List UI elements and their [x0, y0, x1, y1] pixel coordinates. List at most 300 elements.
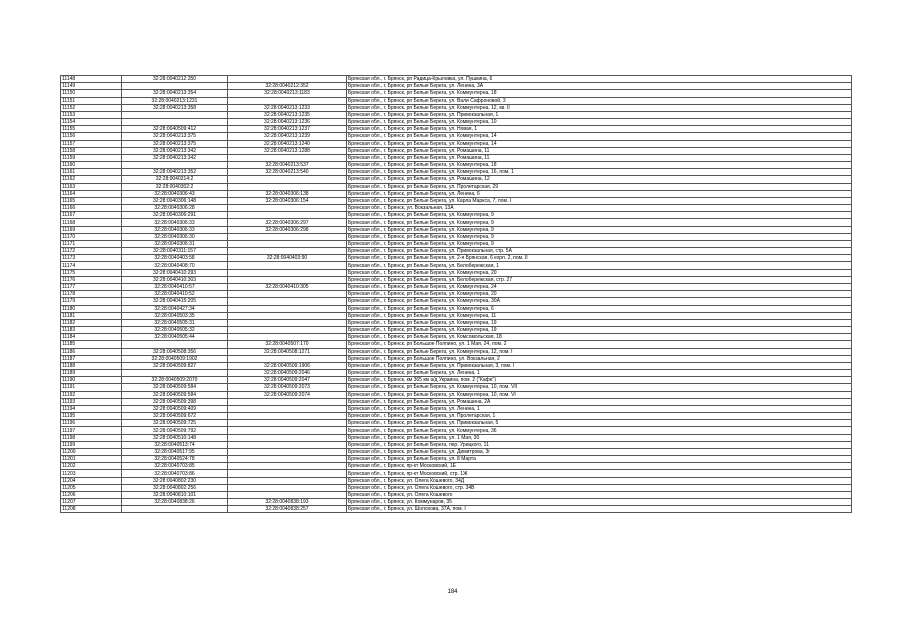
cadastral-number-cell: 32:28:0040213:342: [122, 154, 228, 161]
row-number-cell: 11199: [61, 441, 122, 448]
page-number: 184: [447, 589, 458, 595]
cadastral-number-cell: 32:28:0040213:354: [122, 90, 228, 97]
building-cadastral-number-cell: 32:28:0040509:1906: [228, 362, 347, 369]
table-row: [61, 341, 852, 348]
cadastral-number-cell: 32:28:0040508:356: [122, 348, 228, 355]
table-row: [61, 119, 852, 126]
row-number-cell: 11180: [61, 305, 122, 312]
address-cell: Брянская обл., г. Брянск, рп Белые Берега, ул. Коммунтерна, 19: [347, 319, 852, 326]
cadastral-number-cell: 32:28:0040213:375: [122, 133, 228, 140]
table-row: [61, 305, 852, 312]
address-cell: Брянская обл., г. Брянск, рп Белые Берега, ул. Димитрова, 3г: [347, 448, 852, 455]
row-number-cell: 11181: [61, 312, 122, 319]
building-cadastral-number-cell: 32:28:0040213:1239: [228, 133, 347, 140]
building-cadastral-number-cell: [228, 327, 347, 334]
cadastral-number-cell: 32:28:0040509:792: [122, 427, 228, 434]
cadastral-number-cell: 32:28:0040306:28: [122, 205, 228, 212]
row-number-cell: 11157: [61, 140, 122, 147]
building-cadastral-number-cell: [228, 319, 347, 326]
cadastral-number-cell: 32:28:0040517:95: [122, 448, 228, 455]
table-row: [61, 377, 852, 384]
cadastral-number-cell: 32:28:0040306:33: [122, 226, 228, 233]
row-number-cell: 11202: [61, 463, 122, 470]
row-number-cell: 11189: [61, 370, 122, 377]
row-number-cell: 11185: [61, 341, 122, 348]
building-cadastral-number-cell: [228, 441, 347, 448]
cadastral-number-cell: 32:28:0040509:584: [122, 384, 228, 391]
row-number-cell: 11172: [61, 248, 122, 255]
cadastral-number-cell: 32:28:0040311:157: [122, 248, 228, 255]
row-number-cell: 11196: [61, 420, 122, 427]
row-number-cell: 11174: [61, 262, 122, 269]
cadastral-number-cell: [122, 162, 228, 169]
building-cadastral-number-cell: 32:28:0040213:537: [228, 162, 347, 169]
cadastral-number-cell: 32:28:0040410:303: [122, 276, 228, 283]
row-number-cell: 11170: [61, 233, 122, 240]
address-cell: Брянская обл., г. Брянск, рп Белые Берега, ул. Коммунтерна, 36: [347, 427, 852, 434]
row-number-cell: 11208: [61, 506, 122, 513]
row-number-cell: 11158: [61, 147, 122, 154]
building-cadastral-number-cell: 32:28:0040507:170: [228, 341, 347, 348]
row-number-cell: 11162: [61, 176, 122, 183]
row-number-cell: 11192: [61, 391, 122, 398]
table-row: [61, 334, 852, 341]
cadastral-number-cell: 32:28:0040509:1902: [122, 355, 228, 362]
table-row: [61, 283, 852, 290]
row-number-cell: 11183: [61, 327, 122, 334]
table-row: [61, 212, 852, 219]
row-number-cell: 11187: [61, 355, 122, 362]
cadastral-number-cell: 32:28:0040213:375: [122, 140, 228, 147]
table-row: [61, 506, 852, 513]
row-number-cell: 11188: [61, 362, 122, 369]
cadastral-number-cell: 32:28:0040415:205: [122, 298, 228, 305]
building-cadastral-number-cell: 32:28:0040306:138: [228, 190, 347, 197]
building-cadastral-number-cell: [228, 463, 347, 470]
building-cadastral-number-cell: 32:28:0040509:2047: [228, 377, 347, 384]
address-cell: Брянская обл., г. Брянск, рп Белые Берега, ул. Ленина, 1: [347, 370, 852, 377]
table-row: [61, 362, 852, 369]
table-row: [61, 327, 852, 334]
cadastral-number-cell: 32:28:0040410:52: [122, 291, 228, 298]
address-cell: Брянская обл., г. Брянск, рп Белые Берега, ул. Коммунтерна, 9: [347, 212, 852, 219]
building-cadastral-number-cell: 32:28:0040403:90: [228, 255, 347, 262]
cadastral-number-cell: 32:28:0040213:342: [122, 147, 228, 154]
cadastral-number-cell: 32:28:0040703:86: [122, 470, 228, 477]
cadastral-number-cell: 32:28:0040302:2: [122, 183, 228, 190]
building-cadastral-number-cell: [228, 97, 347, 104]
row-number-cell: 11176: [61, 276, 122, 283]
address-cell: Брянская обл., г. Брянск, рп Большое Полпино, ул. 1 Мая, 24, пом. 2: [347, 341, 852, 348]
property-register-table: [60, 75, 852, 513]
cadastral-number-cell: 32:28:0040838:26: [122, 499, 228, 506]
building-cadastral-number-cell: [228, 205, 347, 212]
row-number-cell: 11194: [61, 405, 122, 412]
row-number-cell: 11182: [61, 319, 122, 326]
address-cell: Брянская обл., г. Брянск, рп Белые Берега, ул. Привокзальная, 3, пом. I: [347, 362, 852, 369]
cadastral-number-cell: [122, 119, 228, 126]
table-row: [61, 133, 852, 140]
building-cadastral-number-cell: 32:28:0040838:193: [228, 499, 347, 506]
cadastral-number-cell: 32:28:0040505:44: [122, 334, 228, 341]
address-cell: Брянская обл., г. Брянск, рп Белые Берега, ул. Пролетарская, 1: [347, 413, 852, 420]
table-row: [61, 162, 852, 169]
table-row: [61, 405, 852, 412]
building-cadastral-number-cell: [228, 262, 347, 269]
address-cell: Брянская обл., г. Брянск, рп Белые Берега, ул. Белобережская, стр. 27: [347, 276, 852, 283]
building-cadastral-number-cell: 32:28:0040509:2073: [228, 384, 347, 391]
building-cadastral-number-cell: [228, 276, 347, 283]
cadastral-number-cell: 32:28:0040505:32: [122, 327, 228, 334]
building-cadastral-number-cell: [228, 154, 347, 161]
cadastral-number-cell: 32:28:0040505:31: [122, 319, 228, 326]
table-row: [61, 391, 852, 398]
table-row: [61, 448, 852, 455]
address-cell: Брянская обл., г. Брянск, рп Белые Берега, ул. Ленина, 6: [347, 190, 852, 197]
row-number-cell: 11149: [61, 83, 122, 90]
address-cell: Брянская обл., г. Брянск, рп Белые Берега, ул. Ленина, 3А: [347, 83, 852, 90]
address-cell: Брянская обл., г. Брянск, ул. Олега Кошевого, 34Д: [347, 477, 852, 484]
building-cadastral-number-cell: 32:28:0040213:1183: [228, 90, 347, 97]
table-row: [61, 319, 852, 326]
address-cell: Брянская обл., г. Брянск, пр-кт Московский, стр. 1Ж: [347, 470, 852, 477]
address-cell: Брянская обл., г. Брянск, рп Белые Берега, ул. Ромашина, 2А: [347, 398, 852, 405]
address-cell: Брянская обл., г. Брянск, рп Белые Берега, ул. Коммунтерна, 9: [347, 219, 852, 226]
row-number-cell: 11161: [61, 169, 122, 176]
cadastral-number-cell: 32:28:0040509:409: [122, 405, 228, 412]
address-cell: Брянская обл., г. Брянск, рп Белые Берега, ул. Коммунтерна, 16, пом. 1: [347, 169, 852, 176]
building-cadastral-number-cell: [228, 484, 347, 491]
building-cadastral-number-cell: 32:28:0040213:1233: [228, 104, 347, 111]
address-cell: Брянская обл., г. Брянск, пр-кт Московский, 1Е: [347, 463, 852, 470]
address-cell: Брянская обл., г. Брянск, рп Белые Берега, ул. Коммунтерна, 14: [347, 140, 852, 147]
table-row: [61, 499, 852, 506]
row-number-cell: 11205: [61, 484, 122, 491]
row-number-cell: 11165: [61, 197, 122, 204]
cadastral-number-cell: 32:28:0040509:584: [122, 391, 228, 398]
table-row: [61, 477, 852, 484]
cadastral-number-cell: 32:28:0040509:398: [122, 398, 228, 405]
building-cadastral-number-cell: 32:28:0040306:297: [228, 219, 347, 226]
address-cell: Брянская обл., г. Брянск, рп Белые Берега, ул. Привокзальная, 5: [347, 420, 852, 427]
cadastral-number-cell: 32:28:0040802:230: [122, 477, 228, 484]
address-cell: Брянская обл., г. Брянск, рп Белые Берега, ул. Коммунтерна, 11: [347, 312, 852, 319]
address-cell: Брянская обл., г. Брянск, рп Белые Берега, ул. 8 Марта: [347, 456, 852, 463]
address-cell: Брянская обл., г. Брянск, рп Белые Берега, ул. Коммунтерна, 10, пом. VII: [347, 384, 852, 391]
row-number-cell: 11153: [61, 111, 122, 118]
cadastral-number-cell: 32:28:0040427:34: [122, 305, 228, 312]
cadastral-number-cell: 32:28:0040306:43: [122, 190, 228, 197]
cadastral-number-cell: 32:28:0040214:2: [122, 176, 228, 183]
table-row: [61, 169, 852, 176]
address-cell: Брянская обл., г. Брянск, рп Белые Берега, ул. Коммунтерна, 20: [347, 269, 852, 276]
row-number-cell: 11195: [61, 413, 122, 420]
table-row: [61, 197, 852, 204]
table-row: [61, 83, 852, 90]
table-row: [61, 97, 852, 104]
building-cadastral-number-cell: 32:28:0040509:2074: [228, 391, 347, 398]
cadastral-number-cell: 32:28:0040212:350: [122, 76, 228, 83]
row-number-cell: 11164: [61, 190, 122, 197]
address-cell: Брянская обл., г. Брянск, рп Белые Берега, ул. Ромашина, 11: [347, 147, 852, 154]
table-row: [61, 276, 852, 283]
table-row: [61, 104, 852, 111]
table-row: [61, 384, 852, 391]
table-row: [61, 413, 852, 420]
address-cell: Брянская обл., г. Брянск, рп Белые Берега, ул. Коммунтерна, 9: [347, 240, 852, 247]
cadastral-number-cell: 32:28:0040408:70: [122, 262, 228, 269]
row-number-cell: 11150: [61, 90, 122, 97]
address-cell: Брянская обл., г. Брянск, ул. Шолохова, 37А, пом. I: [347, 506, 852, 513]
address-cell: Брянская обл., г. Брянск, рп Белые Берега, ул. Коммунтерна, 18: [347, 162, 852, 169]
address-cell: Брянская обл., г. Брянск, рп Белые Берега, ул. Коммунтерна, 20: [347, 291, 852, 298]
building-cadastral-number-cell: 32:28:0040306:154: [228, 197, 347, 204]
cadastral-number-cell: 32:28:0040703:85: [122, 463, 228, 470]
table-row: [61, 248, 852, 255]
address-cell: Брянская обл., г. Брянск, рп Радица-Крыловка, ул. Пушкина, 6: [347, 76, 852, 83]
cadastral-number-cell: 32:28:0040509:725: [122, 420, 228, 427]
table-row: [61, 240, 852, 247]
table-row: [61, 226, 852, 233]
address-cell: Брянская обл., г. Брянск, рп Белые Берега, ул. Коммунтерна, 18: [347, 90, 852, 97]
row-number-cell: 11173: [61, 255, 122, 262]
row-number-cell: 11175: [61, 269, 122, 276]
building-cadastral-number-cell: 32:28:0040508:1271: [228, 348, 347, 355]
cadastral-number-cell: 32:28:0040306:148: [122, 197, 228, 204]
address-cell: Брянская обл., г. Брянск, рп Белые Берега, ул. Ромашина, 11: [347, 154, 852, 161]
building-cadastral-number-cell: 32:28:0040213:1237: [228, 126, 347, 133]
address-cell: Брянская обл., г. Брянск, рп Белые Берега, ул. 2-я Брянская, 6 корп. 2, пом. II: [347, 255, 852, 262]
building-cadastral-number-cell: [228, 405, 347, 412]
table-row: [61, 190, 852, 197]
cadastral-number-cell: 32:28:0040306:33: [122, 219, 228, 226]
row-number-cell: 11206: [61, 491, 122, 498]
building-cadastral-number-cell: 32:28:0040213:540: [228, 169, 347, 176]
cadastral-number-cell: 32:28:0040213:358: [122, 104, 228, 111]
address-cell: Брянская обл., г. Брянск, ул. Коммунаров, 35: [347, 499, 852, 506]
cadastral-number-cell: 32:28:0040306:291: [122, 212, 228, 219]
table-row: [61, 434, 852, 441]
address-cell: Брянская обл., г. Брянск, рп Белые Берега, ул. Привокзальная, 1: [347, 111, 852, 118]
building-cadastral-number-cell: [228, 233, 347, 240]
table-row: [61, 147, 852, 154]
building-cadastral-number-cell: [228, 456, 347, 463]
building-cadastral-number-cell: [228, 291, 347, 298]
building-cadastral-number-cell: [228, 269, 347, 276]
address-cell: Брянская обл., г. Брянск, рп Белые Берега, ул. Вали Сафроновой, 3: [347, 97, 852, 104]
row-number-cell: 11177: [61, 283, 122, 290]
cadastral-number-cell: 32:28:0040509:827: [122, 362, 228, 369]
cadastral-number-cell: 32:28:0040510:148: [122, 434, 228, 441]
row-number-cell: 11203: [61, 470, 122, 477]
building-cadastral-number-cell: [228, 176, 347, 183]
building-cadastral-number-cell: [228, 434, 347, 441]
address-cell: Брянская обл., г. Брянск, рп Белые Берега, ул. Коммунтерна, 12, кв. II: [347, 104, 852, 111]
address-cell: Брянская обл., г. Брянск, рп Белые Берега, ул. Привокзальная, стр. 5А: [347, 248, 852, 255]
table-row: [61, 470, 852, 477]
building-cadastral-number-cell: [228, 427, 347, 434]
cadastral-number-cell: 32:28:0040810:101: [122, 491, 228, 498]
address-cell: Брянская обл., г. Брянск, рп Белые Берега, ул. Карла Маркса, 7, пом. I: [347, 197, 852, 204]
table-row: [61, 140, 852, 147]
building-cadastral-number-cell: 32:28:0040212:352: [228, 83, 347, 90]
table-row: [61, 370, 852, 377]
address-cell: Брянская обл., г. Брянск, рп Белые Берега, ул. Коммунтерна, 9: [347, 226, 852, 233]
building-cadastral-number-cell: [228, 305, 347, 312]
row-number-cell: 11156: [61, 133, 122, 140]
row-number-cell: 11155: [61, 126, 122, 133]
row-number-cell: 11169: [61, 226, 122, 233]
row-number-cell: 11168: [61, 219, 122, 226]
address-cell: Брянская обл., г. Брянск, рп Белые Берега, ул. Коммунтерна, 14: [347, 133, 852, 140]
table-row: [61, 219, 852, 226]
row-number-cell: 11190: [61, 377, 122, 384]
address-cell: Брянская обл., г. Брянск, ул. Вокзальная, 13А: [347, 205, 852, 212]
building-cadastral-number-cell: 32:28:0040213:1288: [228, 147, 347, 154]
cadastral-number-cell: 32:28:0040306:30: [122, 233, 228, 240]
cadastral-number-cell: [122, 506, 228, 513]
row-number-cell: 11200: [61, 448, 122, 455]
address-cell: Брянская обл., г. Брянск, рп Белые Берега, ул. Коммунтерна, 19: [347, 327, 852, 334]
address-cell: Брянская обл., г. Брянск, рп Белые Берега, ул. Новая, 1: [347, 126, 852, 133]
row-number-cell: 11178: [61, 291, 122, 298]
cadastral-number-cell: 32:28:0040410:57: [122, 283, 228, 290]
table-row: [61, 111, 852, 118]
table-row: [61, 484, 852, 491]
row-number-cell: 11159: [61, 154, 122, 161]
cadastral-number-cell: [122, 370, 228, 377]
address-cell: Брянская обл., г. Брянск, рп Белые Берега, ул. Пролетарская, 29: [347, 183, 852, 190]
row-number-cell: 11207: [61, 499, 122, 506]
address-cell: Брянская обл., г. Брянск, ул. Олега Кошевого: [347, 491, 852, 498]
table-row: [61, 154, 852, 161]
row-number-cell: 11204: [61, 477, 122, 484]
building-cadastral-number-cell: [228, 413, 347, 420]
cadastral-number-cell: 32:28:0040213:1231: [122, 97, 228, 104]
row-number-cell: 11201: [61, 456, 122, 463]
address-cell: Брянская обл., г. Брянск, ул. Олега Кошевого, стр. 34В: [347, 484, 852, 491]
address-cell: Брянская обл., г. Брянск, рп Большое Полпино, ул. Вокзальная, 2: [347, 355, 852, 362]
building-cadastral-number-cell: 32:28:0040213:1235: [228, 111, 347, 118]
table-row: [61, 90, 852, 97]
table-row: [61, 312, 852, 319]
table-row: [61, 262, 852, 269]
cadastral-number-cell: 32:28:0040403:58: [122, 255, 228, 262]
row-number-cell: 11166: [61, 205, 122, 212]
table-row: [61, 183, 852, 190]
table-row: [61, 233, 852, 240]
cadastral-number-cell: 32:28:0040509:672: [122, 413, 228, 420]
building-cadastral-number-cell: 32:28:0040213:1236: [228, 119, 347, 126]
table-row: [61, 269, 852, 276]
cadastral-number-cell: 32:28:0040509:2070: [122, 377, 228, 384]
table-row: [61, 398, 852, 405]
building-cadastral-number-cell: 32:28:0040306:298: [228, 226, 347, 233]
cadastral-number-cell: 32:28:0040524:78: [122, 456, 228, 463]
row-number-cell: 11151: [61, 97, 122, 104]
row-number-cell: 11197: [61, 427, 122, 434]
cadastral-number-cell: [122, 341, 228, 348]
address-cell: Брянская обл., г. Брянск, рп Белые Берега, пер. Урицкого, 11: [347, 441, 852, 448]
address-cell: Брянская обл., г. Брянск, рп Белые Берега, ул. Коммунтерна, 6: [347, 305, 852, 312]
building-cadastral-number-cell: [228, 398, 347, 405]
table-row: [61, 176, 852, 183]
table-row: [61, 205, 852, 212]
building-cadastral-number-cell: [228, 298, 347, 305]
address-cell: Брянская обл., г. Брянск, рп Белые Берега, ул. Комсомольская, 18: [347, 334, 852, 341]
table-row: [61, 463, 852, 470]
table-body: [61, 76, 852, 513]
row-number-cell: 11154: [61, 119, 122, 126]
row-number-cell: 11167: [61, 212, 122, 219]
cadastral-number-cell: [122, 111, 228, 118]
row-number-cell: 11152: [61, 104, 122, 111]
table-row: [61, 427, 852, 434]
table-row: [61, 420, 852, 427]
address-cell: Брянская обл., г. Брянск, рп Белые Берега, ул. Белобережская, 1: [347, 262, 852, 269]
building-cadastral-number-cell: [228, 183, 347, 190]
building-cadastral-number-cell: [228, 355, 347, 362]
cadastral-number-cell: 32:28:0040306:31: [122, 240, 228, 247]
building-cadastral-number-cell: [228, 76, 347, 83]
address-cell: Брянская обл., г. Брянск, рп Белые Берега, ул. Ленина, 1: [347, 405, 852, 412]
address-cell: Брянская обл., г. Брянск, рп Белые Берега, ул. Коммунтерна, 12, пом. I: [347, 348, 852, 355]
cadastral-number-cell: 32:28:0040503:35: [122, 312, 228, 319]
table-row: [61, 441, 852, 448]
table-row: [61, 456, 852, 463]
building-cadastral-number-cell: [228, 491, 347, 498]
address-cell: Брянская обл., г. Брянск, рп Белые Берега, ул. Коммунтерна, 30А: [347, 298, 852, 305]
building-cadastral-number-cell: [228, 477, 347, 484]
cadastral-number-cell: 32:28:0040513:74: [122, 441, 228, 448]
cadastral-number-cell: 32:28:0040509:412: [122, 126, 228, 133]
table-row: [61, 126, 852, 133]
table-row: [61, 291, 852, 298]
table-row: [61, 255, 852, 262]
cadastral-number-cell: 32:28:0040802:256: [122, 484, 228, 491]
row-number-cell: 11179: [61, 298, 122, 305]
cadastral-number-cell: 32:28:0040213:352: [122, 169, 228, 176]
row-number-cell: 11193: [61, 398, 122, 405]
address-cell: Брянская обл., г. Брянск, рп Белые Берега, ул. Ромашина, 12: [347, 176, 852, 183]
building-cadastral-number-cell: [228, 212, 347, 219]
building-cadastral-number-cell: [228, 448, 347, 455]
address-cell: Брянская обл., г. Брянск, км 365 км а/д Украина, пом. 2 ("Кафе"): [347, 377, 852, 384]
address-cell: Брянская обл., г. Брянск, рп Белые Берега, ул. Коммунтерна, 10, пом. VI: [347, 391, 852, 398]
address-cell: Брянская обл., г. Брянск, рп Белые Берега, ул. Коммунтерна, 9: [347, 233, 852, 240]
row-number-cell: 11191: [61, 384, 122, 391]
row-number-cell: 11184: [61, 334, 122, 341]
building-cadastral-number-cell: [228, 248, 347, 255]
cadastral-number-cell: [122, 83, 228, 90]
building-cadastral-number-cell: 32:28:0040509:2046: [228, 370, 347, 377]
building-cadastral-number-cell: [228, 312, 347, 319]
table-row: [61, 76, 852, 83]
building-cadastral-number-cell: 32:28:0040838:257: [228, 506, 347, 513]
building-cadastral-number-cell: [228, 420, 347, 427]
building-cadastral-number-cell: [228, 334, 347, 341]
table-row: [61, 298, 852, 305]
row-number-cell: 11198: [61, 434, 122, 441]
address-cell: Брянская обл., г. Брянск, рп Белые Берега, ул. Коммунтерна, 24: [347, 283, 852, 290]
address-cell: Брянская обл., г. Брянск, рп Белые Берега, ул. Коммунтерна, 10: [347, 119, 852, 126]
row-number-cell: 11163: [61, 183, 122, 190]
building-cadastral-number-cell: 32:28:0040213:1240: [228, 140, 347, 147]
cadastral-number-cell: 32:28:0040410:293: [122, 269, 228, 276]
building-cadastral-number-cell: [228, 470, 347, 477]
row-number-cell: 11186: [61, 348, 122, 355]
table-row: [61, 355, 852, 362]
